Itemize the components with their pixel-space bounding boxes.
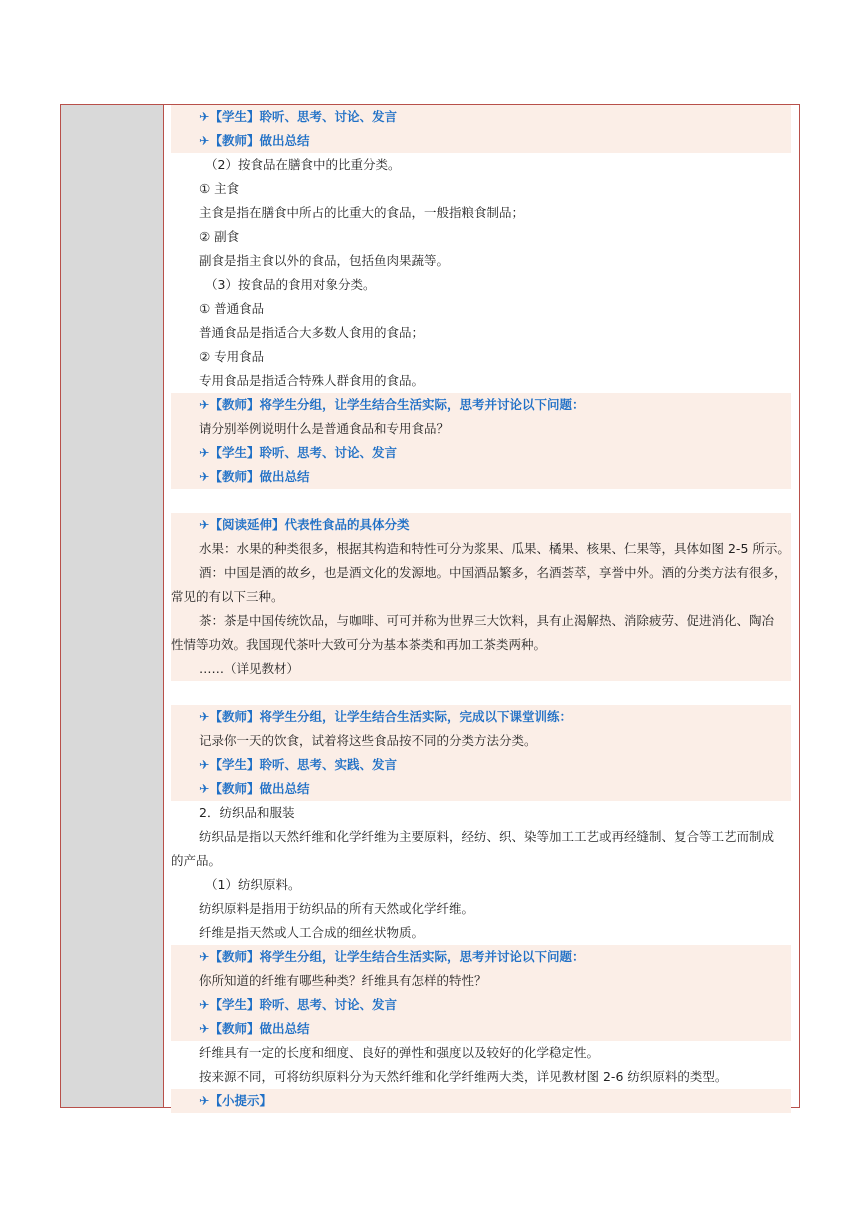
text-line: ① 普通食品 (199, 301, 265, 316)
text-line: ✈【学生】聆听、思考、讨论、发言 (171, 441, 791, 465)
text-line: ✈【教师】做出总结 (171, 1017, 791, 1041)
text-line: ✈【教师】将学生分组，让学生结合生活实际，完成以下课堂训练： (171, 705, 791, 729)
table-content-column (164, 105, 799, 1107)
text-line: ✈【小提示】 (171, 1089, 791, 1113)
text-line: 的产品。 (171, 853, 222, 868)
text-line: （1）纺织原料。 (205, 877, 301, 892)
table-left-column (61, 105, 164, 1107)
text-line: ✈【教师】将学生分组，让学生结合生活实际，思考并讨论以下问题： (171, 945, 791, 969)
text-line: 专用食品是指适合特殊人群食用的食品。 (199, 373, 425, 388)
text-line: ✈【教师】做出总结 (171, 465, 791, 489)
text-line: 请分别举例说明什么是普通食品和专用食品？ (171, 417, 791, 441)
text-line: 纤维具有一定的长度和细度、良好的弹性和强度以及较好的化学稳定性。 (199, 1045, 600, 1060)
text-line: 主食是指在膳食中所占的比重大的食品，一般指粮食制品； (199, 205, 525, 220)
text-line: ✈【学生】聆听、思考、实践、发言 (171, 753, 791, 777)
text-line: ✈【学生】聆听、思考、讨论、发言 (171, 105, 791, 129)
text-line: 纺织原料是指用于纺织品的所有天然或化学纤维。 (199, 901, 475, 916)
text-line: （3）按食品的食用对象分类。 (205, 277, 376, 292)
text-line: ✈【教师】做出总结 (171, 777, 791, 801)
text-line: 普通食品是指适合大多数人食用的食品； (199, 325, 425, 340)
text-line: 记录你一天的饮食，试着将这些食品按不同的分类方法分类。 (171, 729, 791, 753)
text-line: ② 专用食品 (199, 349, 265, 364)
text-line: ✈【教师】将学生分组，让学生结合生活实际，思考并讨论以下问题： (171, 393, 791, 417)
text-line: 水果：水果的种类很多，根据其构造和特性可分为浆果、瓜果、橘果、核果、仁果等，具体如图 2-5 所示。 (171, 537, 791, 561)
blank-line (171, 489, 791, 513)
text-line: 副食是指主食以外的食品，包括鱼肉果蔬等。 (199, 253, 450, 268)
text-line: 按来源不同，可将纺织原料分为天然纤维和化学纤维两大类，详见教材图 2-6 纺织原料的类型。 (199, 1069, 728, 1084)
text-line: 性情等功效。我国现代茶叶大致可分为基本茶类和再加工茶类两种。 (171, 633, 791, 657)
text-line: ✈【阅读延伸】代表性食品的具体分类 (171, 513, 791, 537)
text-line: 纤维是指天然或人工合成的细丝状物质。 (199, 925, 425, 940)
text-line: ① 主食 (199, 181, 240, 196)
text-line: 酒：中国是酒的故乡，也是酒文化的发源地。中国酒品繁多，名酒荟萃，享誉中外。酒的分类方法有很多， (171, 561, 791, 585)
text-line: ✈【教师】做出总结 (171, 129, 791, 153)
text-line: 茶：茶是中国传统饮品，与咖啡、可可并称为世界三大饮料，具有止渴解热、消除疲劳、促进消化、陶冶 (171, 609, 791, 633)
text-line: ……（详见教材） (171, 657, 791, 681)
text-line: ② 副食 (199, 229, 240, 244)
text-line: 你所知道的纤维有哪些种类？纤维具有怎样的特性？ (171, 969, 791, 993)
text-line: 常见的有以下三种。 (171, 585, 791, 609)
text-line: 纺织品是指以天然纤维和化学纤维为主要原料，经纺、织、染等加工工艺或再经缝制、复合等工艺而制成 (199, 829, 775, 844)
lesson-table (60, 104, 800, 1108)
text-line: （2）按食品在膳食中的比重分类。 (205, 157, 401, 172)
blank-line (171, 681, 791, 705)
text-line: ✈【学生】聆听、思考、讨论、发言 (171, 993, 791, 1017)
text-line: 2．纺织品和服装 (199, 805, 295, 820)
